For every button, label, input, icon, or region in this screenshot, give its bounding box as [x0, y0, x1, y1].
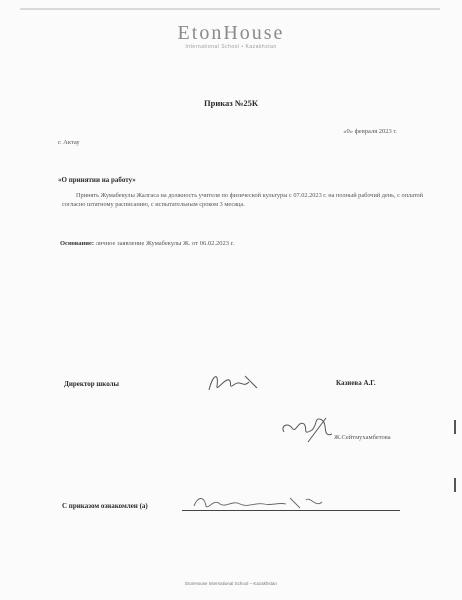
director-name: Казиева А.Г.	[336, 379, 376, 387]
margin-mark	[454, 420, 456, 434]
order-title: Приказ №25К	[203, 98, 258, 108]
order-subject: «О принятии на работу»	[58, 176, 136, 184]
order-basis	[60, 240, 234, 247]
basis-text: личное заявление Жумабекулы Ж. от 06.02.2023 г.	[94, 240, 235, 247]
second-signatory-name: Ж.Сейтмухамбетова	[334, 434, 391, 441]
director-label: Директор школы	[64, 380, 120, 388]
order-body: Принять Жумабекулы Жалгаса на должность учителя по физической культуры с 07.02.2023 г. на полный рабочий день, с оплатой согласно штатному расписанию, с испытательным сроком 3 месяца.	[62, 192, 424, 208]
second-signature-icon	[278, 412, 338, 448]
order-city: г. Актау	[58, 139, 80, 146]
top-divider	[20, 8, 440, 10]
letterhead-logo: EtonHouse	[177, 22, 285, 44]
acknowledged-signature-icon	[190, 492, 330, 514]
margin-mark	[454, 478, 456, 492]
director-signature-icon	[205, 368, 265, 396]
acknowledged-label: С приказом ознакомлен (а)	[62, 502, 148, 510]
letterhead-subtitle: International School • Kazakhstan	[185, 44, 277, 50]
order-date: «0» февраля 2023 г.	[343, 128, 397, 135]
footer-line: EtonHouse International School – Kazakhstan	[185, 581, 277, 586]
basis-label: Основание:	[60, 240, 95, 247]
